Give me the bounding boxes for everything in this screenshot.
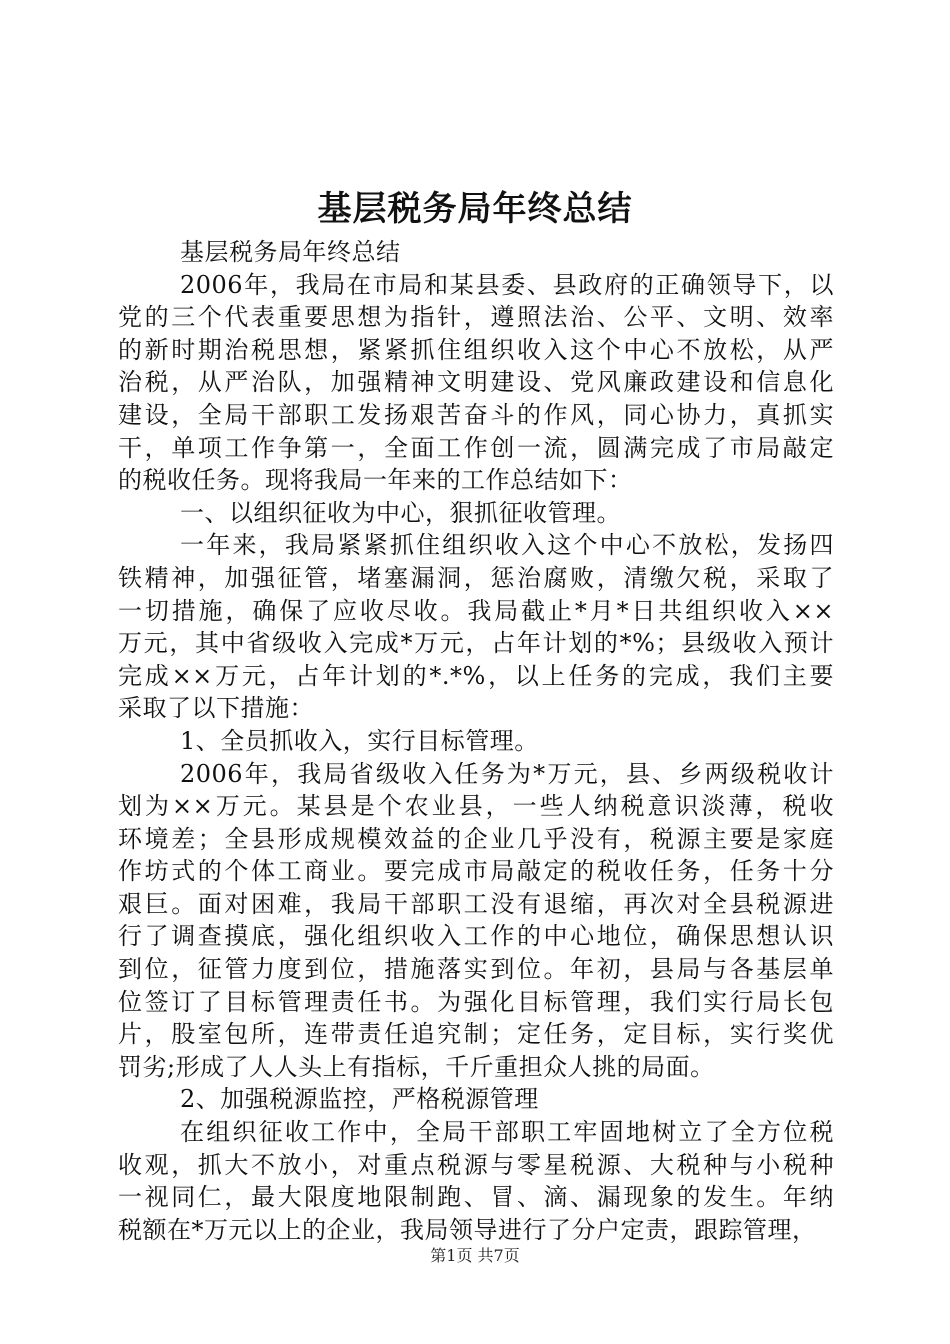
- text-line: 干，单项工作争第一，全面工作创一流，圆满完成了市局敲定: [118, 433, 834, 462]
- text-line: 行了调查摸底，强化组织收入工作的中心地位，确保思想认识: [118, 922, 834, 951]
- text-line: 一切措施，确保了应收尽收。我局截止*月*日共组织收入××: [118, 596, 834, 625]
- text-line: 一视同仁，最大限度地限制跑、冒、滴、漏现象的发生。年纳: [118, 1183, 834, 1212]
- text-line: 一、以组织征收为中心，狠抓征收管理。: [180, 498, 621, 527]
- text-line: 划为××万元。某县是个农业县，一些人纳税意识淡薄，税收: [118, 792, 834, 821]
- text-line: 一年来，我局紧紧抓住组织收入这个中心不放松，发扬四: [180, 531, 834, 560]
- text-line: 在组织征收工作中，全局干部职工牢固地树立了全方位税: [180, 1118, 834, 1147]
- text-line: 环境差；全县形成规模效益的企业几乎没有，税源主要是家庭: [118, 824, 834, 853]
- text-line: 万元，其中省级收入完成*万元，占年计划的*%；县级收入预计: [118, 629, 834, 658]
- text-line: 2006年，我局省级收入任务为*万元，县、乡两级税收计: [180, 759, 834, 788]
- text-line: 艰巨。面对困难，我局干部职工没有退缩，再次对全县税源进: [118, 889, 834, 918]
- text-line: 的新时期治税思想，紧紧抓住组织收入这个中心不放松，从严: [118, 335, 834, 364]
- text-line: 采取了以下措施：: [118, 694, 314, 723]
- text-line: 建设，全局干部职工发扬艰苦奋斗的作风，同心协力，真抓实: [118, 400, 834, 429]
- document-body: [118, 236, 834, 1246]
- text-line: 的税收任务。现将我局一年来的工作总结如下：: [118, 466, 633, 495]
- text-line: 基层税务局年终总结: [180, 238, 401, 266]
- text-line: 位签订了目标管理责任书。为强化目标管理，我们实行局长包: [118, 987, 834, 1016]
- text-line: 片，股室包所，连带责任追究制；定任务，定目标，实行奖优: [118, 1020, 834, 1049]
- text-line: 到位，征管力度到位，措施落实到位。年初，县局与各基层单: [118, 955, 834, 984]
- text-line: 2006年，我局在市局和某县委、县政府的正确领导下，以: [180, 270, 834, 299]
- text-line: 收观，抓大不放小，对重点税源与零星税源、大税种与小税种: [118, 1150, 834, 1179]
- text-line: 罚劣;形成了人人头上有指标，千斤重担众人挑的局面。: [118, 1052, 715, 1081]
- text-line: 税额在*万元以上的企业，我局领导进行了分户定责，跟踪管理，: [118, 1215, 817, 1244]
- text-line: 作坊式的个体工商业。要完成市局敲定的税收任务，任务十分: [118, 857, 834, 886]
- text-line: 2、加强税源监控，严格税源管理: [180, 1085, 539, 1114]
- text-line: 完成××万元，占年计划的*.*%，以上任务的完成，我们主要: [118, 661, 834, 690]
- document-title: 基层税务局年终总结: [317, 189, 633, 229]
- text-line: 铁精神，加强征管，堵塞漏洞，惩治腐败，清缴欠税，采取了: [118, 563, 834, 592]
- text-line: 党的三个代表重要思想为指针，遵照法治、公平、文明、效率: [118, 303, 834, 332]
- page-footer: 第1页 共7页: [430, 1246, 520, 1265]
- text-line: 1、全员抓收入，实行目标管理。: [180, 726, 539, 755]
- text-line: 治税，从严治队，加强精神文明建设、党风廉政建设和信息化: [118, 368, 834, 397]
